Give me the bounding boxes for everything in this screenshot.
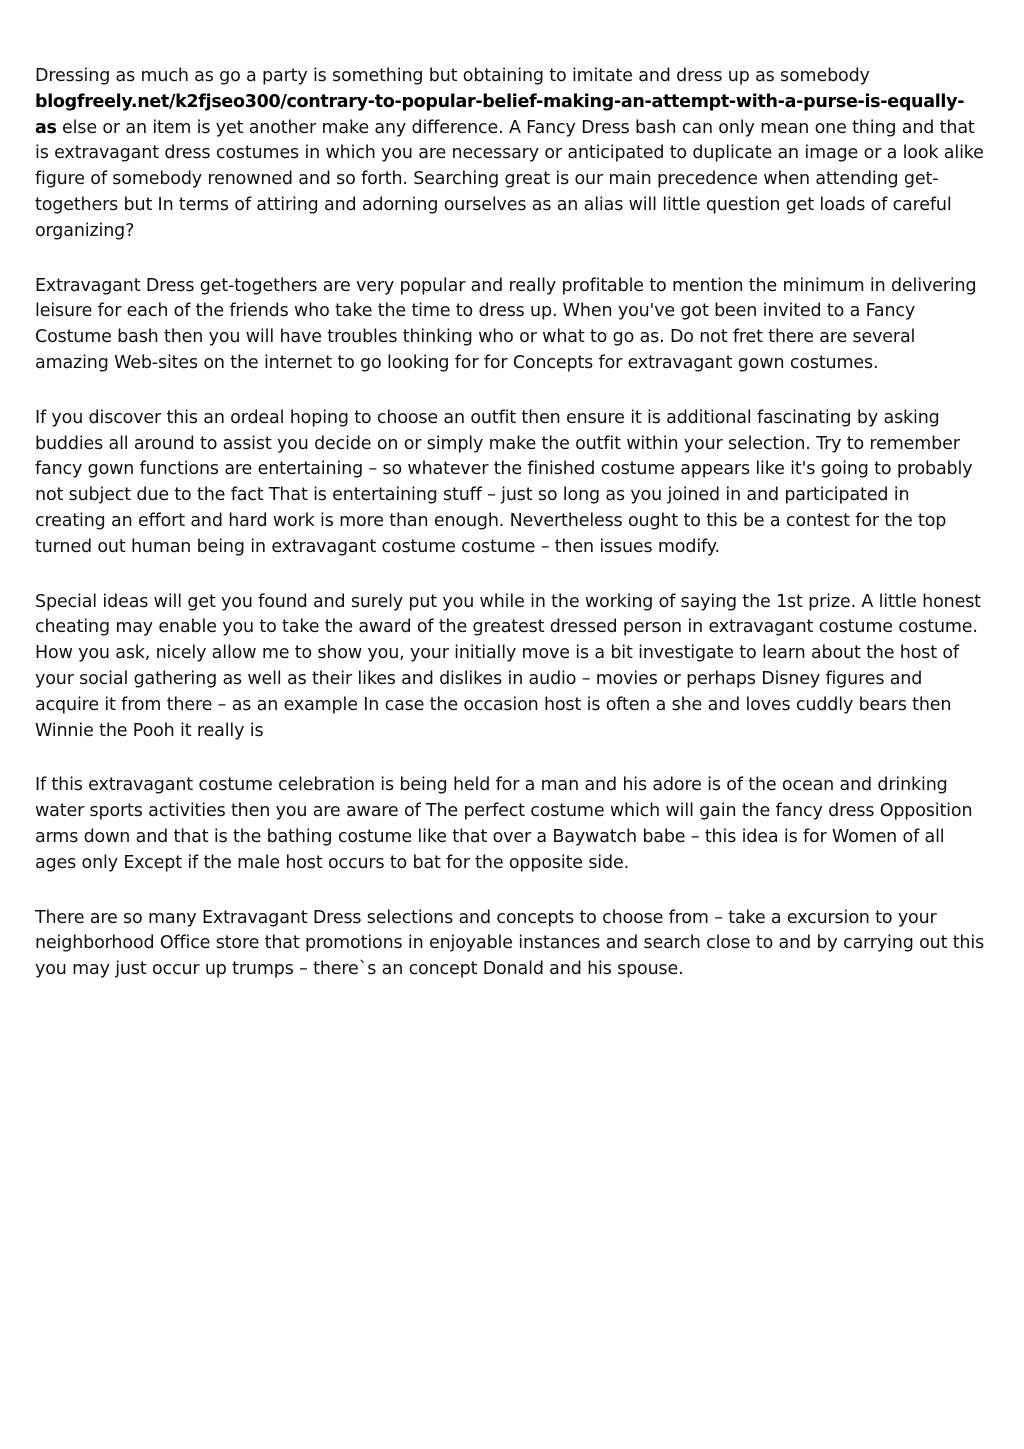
paragraph-6: There are so many Extravagant Dress selections and concepts to choose from – take a excursion to your neighborhood Office store that promotions in enjoyable instances and search close to and by carrying out this you may just occur up trumps – there`s an concept Donald and his spouse. [35, 907, 985, 980]
paragraph-2: Extravagant Dress get-togethers are very popular and really profitable to mention the minimum in delivering leisure for each of the friends who take the time to dress up. When you've got been invited to a Fancy Costume bash then you will have troubles thinking who or what to go as. Do not fret there are several amazing Web-sites on the internet to go looking for for Concepts for extravagant gown costumes. [35, 275, 977, 373]
paragraph-1-text-before: Dressing as much as go a party is something but obtaining to imitate and dress up as somebody [35, 66, 870, 86]
paragraph-3: If you discover this an ordeal hoping to choose an outfit then ensure it is additional fascinating by asking buddies all around to assist you decide on or simply make the outfit within your selection. Try to remember fancy gown functions are entertaining – so whatever the finished costume appears like it's going to probably not subject due to the fact That is entertaining stuff – just so long as you joined in and participated in creating an effort and hard work is more than enough. Nevertheless ought to this be a contest for the top turned out human being in extravagant costume costume – then issues modify. [35, 407, 973, 557]
paragraph-5: If this extravagant costume celebration is being held for a man and his adore is of the ocean and drinking water sports activities then you are aware of The perfect costume which will gain the fancy dress Opposition arms down and that is the bathing costume like that over a Baywatch babe – this idea is for Women of all ages only Except if the male host occurs to bat for the opposite side. [35, 775, 973, 873]
paragraph-1-text-after: else or an item is yet another make any difference. A Fancy Dress bash can only mean one thing and that is extravagant dress costumes in which you are necessary or anticipated to duplicate an image or a look alike figure of somebody renowned and so forth. Searching great is our main precedence when attending get-togethers but In terms of attiring and adorning ourselves as an alias will little question get loads of careful organizing? [35, 117, 984, 241]
article-body [35, 64, 985, 1012]
paragraph-4: Special ideas will get you found and surely put you while in the working of saying the 1st prize. A little honest cheating may enable you to take the award of the greatest dressed person in extravagant costume costume. How you ask, nicely allow me to show you, your initially move is a bit investigate to learn about the host of your social gathering as well as their likes and dislikes in audio – movies or perhaps Disney figures and acquire it from there – as an example In case the occasion host is often a she and loves cuddly bears then Winnie the Pooh it really is [35, 591, 981, 741]
blogfreely-link[interactable]: blogfreely.net/k2fjseo300/contrary-to-popular-belief-making-an-attempt-with-a-purse-is-equally-as [35, 91, 965, 138]
paragraph-1 [35, 64, 985, 245]
